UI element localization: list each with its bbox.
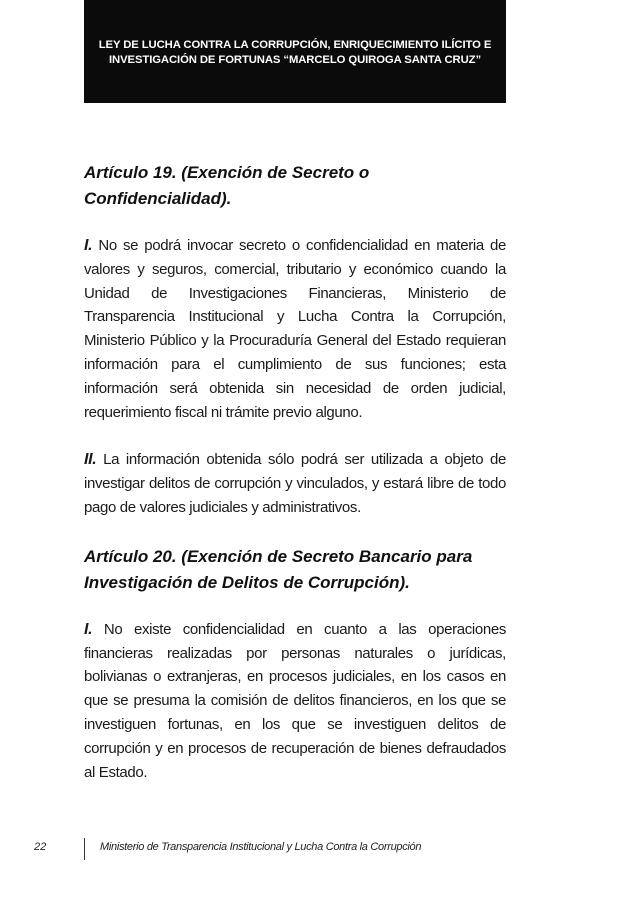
article-19-paragraph-2-text: La información obtenida sólo podrá ser utilizada a objeto de investigar delitos de corrupción y vinculados, y estará libre de todo pago de valores judiciales y administrativos. xyxy=(84,451,506,516)
article-20-paragraph-1-text: No existe confidencialidad en cuanto a las operaciones financieras realizadas por personas naturales o jurídicas, bolivianas o extranjeras, en procesos judiciales, en los casos en que se presuma la comisión de delitos financieros, en los que se investiguen fortunas, en los que se investiguen delitos de corrupción y en procesos de recuperación de bienes defraudados al Estado. xyxy=(84,620,506,781)
article-19-paragraph-1-numeral: I. xyxy=(84,237,93,254)
page-number: 22 xyxy=(34,841,47,853)
footer-divider xyxy=(84,838,85,860)
article-19-paragraph-1-text: No se podrá invocar secreto o confidencialidad en materia de valores y seguros, comercial, tributario y económico cuando la Unidad de Investigaciones Financieras, Ministerio de Transparencia Institucional y Lucha Contra la Corrupción, Ministerio Público y la Procuraduría General del Estado requieran información para el cumplimiento de sus funciones; esta información será obtenida sin necesidad de orden judicial, requerimiento fiscal ni trámite previo alguno. xyxy=(84,237,506,421)
header-title-line-2: INVESTIGACIÓN DE FORTUNAS “MARCELO QUIROGA SANTA CRUZ” xyxy=(109,54,481,66)
article-20-title-line-1: Artículo 20. (Exención de Secreto Bancario para xyxy=(84,546,473,566)
document-header xyxy=(84,0,506,103)
article-20-title xyxy=(84,544,506,596)
article-20-title-line-2: Investigación de Delitos de Corrupción). xyxy=(84,572,410,592)
article-19-title xyxy=(84,160,506,212)
page-content xyxy=(84,160,506,784)
article-19-paragraph-2 xyxy=(84,448,506,519)
footer-ministry-text: Ministerio de Transparencia Institucional y Lucha Contra la Corrupción xyxy=(100,841,422,853)
page-footer xyxy=(0,838,618,862)
article-20-paragraph-1-numeral: I. xyxy=(84,620,93,638)
article-19-paragraph-1 xyxy=(84,234,506,424)
article-19-title-line-1: Artículo 19. (Exención de Secreto o xyxy=(84,163,370,182)
header-title-line-1: LEY DE LUCHA CONTRA LA CORRUPCIÓN, ENRIQUECIMIENTO ILÍCITO E xyxy=(98,39,492,51)
article-20-paragraph-1 xyxy=(84,618,506,785)
article-19-title-line-2: Confidencialidad). xyxy=(84,189,232,208)
article-19-paragraph-2-numeral: II. xyxy=(84,451,97,469)
